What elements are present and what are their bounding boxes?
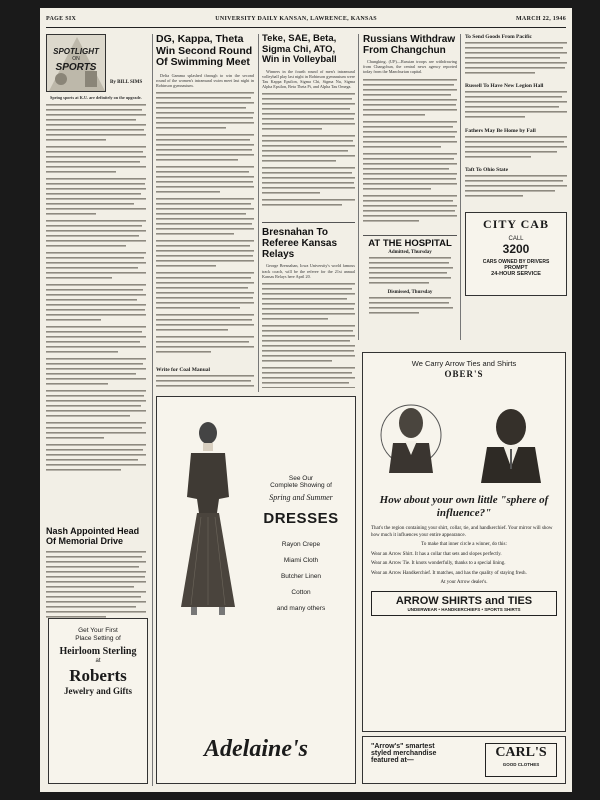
issue-date: MARCH 22, 1946 [515, 16, 566, 22]
arrow-obers-ad [362, 352, 566, 732]
dismissed-list-placeholder [363, 295, 457, 317]
dresses-title: DRESSES [263, 510, 339, 527]
spotlight-sports: SPORTS [55, 62, 97, 73]
russians-text-placeholder [363, 77, 457, 227]
spotlight-logo [46, 34, 106, 92]
paper-name: UNIVERSITY DAILY KANSAN, LAWRENCE, KANSAS [215, 16, 377, 22]
column-divider [152, 34, 153, 786]
fabric-item: and many others [276, 605, 326, 612]
arrow-headline: How about your own little "sphere of influence?" [379, 494, 549, 519]
roberts-ad-line1: Get Your First [78, 627, 118, 634]
carls-logo-box [485, 743, 557, 777]
brief1-text [465, 40, 567, 78]
arrow-body-4: Wear an Arrow Tie. It knots wonderfully, thanks to a special lining. [371, 561, 506, 566]
dresses-season: Spring and Summer [269, 493, 333, 502]
carls-line3: featured at— [371, 757, 414, 764]
swim-text-placeholder [156, 90, 254, 360]
bresnahan-headline: Bresnahan To Referee Kansas Relays [262, 222, 355, 260]
admitted-list-placeholder [363, 255, 457, 285]
column-divider [358, 34, 359, 340]
fabric-item: Rayon Crepe [281, 541, 321, 548]
dismissed-label: Dismissed, Thursday [387, 290, 433, 296]
body-text-placeholder [46, 102, 146, 522]
brief4-text [465, 173, 567, 201]
arrow-top-line: We Carry Arrow Ties and Shirts [411, 359, 517, 368]
obers-name: OBER'S [444, 369, 484, 379]
dress-figure [163, 417, 253, 617]
adelaines-logo: Adelaine's [203, 736, 308, 762]
bresnahan-text-placeholder [262, 281, 355, 388]
brief1-head: To Send Goods From Pacific [465, 34, 532, 40]
column-4 [363, 34, 457, 336]
heirloom-sterling: Heirloom Sterling [59, 646, 137, 657]
coal-subhead: Write for Coal Manual [156, 367, 211, 374]
roberts-ad [48, 618, 148, 784]
city-cab-number: 3200 [502, 242, 530, 256]
column-5 [465, 34, 567, 336]
arrow-logo-box [371, 591, 557, 616]
column-2 [156, 34, 254, 388]
arrow-logo: ARROW SHIRTS and TIES [395, 594, 533, 607]
arrow-body [371, 526, 557, 587]
city-cab-ad [465, 212, 567, 296]
carls-logo: CARL'S [495, 745, 547, 760]
masthead-rule [46, 27, 566, 28]
arrow-man-illustration [371, 383, 557, 483]
arrow-body-3: Wear an Arrow Shirt. It has a collar that sets and slopes perfectly. [371, 551, 502, 557]
fabric-item: Cotton [291, 589, 311, 596]
russians-lead: Chungking. (UP)—Russian troops are withdrawing from Changchun, the central news agency reported today from the Manchurian capital. [363, 59, 457, 75]
nash-text-placeholder [46, 549, 146, 619]
adelaines-ad [156, 396, 356, 784]
fabric-item: Miami Cloth [283, 557, 319, 564]
carls-ad [362, 736, 566, 784]
carls-line1: "Arrow's" smartest [371, 743, 435, 750]
arrow-sub: UNDERWEAR • HANDKERCHIEFS • SPORTS SHIRTS [407, 606, 521, 612]
city-cab-call: CALL [508, 236, 524, 242]
fabric-item: Butcher Linen [280, 573, 322, 580]
volleyball-text-placeholder [262, 91, 355, 211]
russians-headline: Russians Withdraw From Changchun [363, 34, 456, 56]
spotlight-title: SPOTLIGHT [53, 47, 99, 56]
column-3 [262, 34, 355, 388]
brief2-text [465, 89, 567, 123]
nash-headline: Nash Appointed Head Of Memorial Drive [46, 526, 140, 546]
sports-column-text [46, 95, 148, 523]
page-number: PAGE SIX [46, 16, 77, 22]
roberts-ad-at: at [95, 658, 101, 664]
city-cab-line1: CARS OWNED BY DRIVERS [482, 259, 550, 265]
coal-text-placeholder [156, 373, 254, 388]
arrow-body-6: At your Arrow dealer's. [440, 580, 488, 585]
spotlight-on: ON [72, 56, 80, 62]
byline: By BILL SIMS [110, 80, 143, 85]
brief3-head: Fathers May Be Home by Fall [465, 128, 536, 134]
dresses-see-our: See Our [288, 475, 314, 482]
lead-paragraph: Spring sports at K.U. are definitely on the upgrade. [50, 95, 142, 100]
roberts-name: Roberts [69, 666, 127, 685]
brief2-head: Russell To Have New Legion Hall [465, 83, 544, 89]
city-cab-name: CITY CAB [483, 217, 549, 231]
volleyball-headline: Teke, SAE, Beta, Sigma Chi, ATO, Win in Volleyball [262, 34, 337, 65]
roberts-jewelry: Jewelry and Gifts [64, 686, 132, 696]
carls-line2: styled merchandise [371, 750, 437, 757]
roberts-ad-line2: Place Setting of [75, 635, 121, 642]
column-divider [258, 34, 259, 392]
swim-lead: Delta Gamma splashed through to win the second round of the women's intramural swim meet last night in Robinson gymnasium. [156, 72, 254, 88]
brief4-head: Taft To Ohio State [465, 167, 509, 173]
dresses-complete: Complete Showing of [270, 482, 332, 489]
volleyball-lead: Winners in the fourth round of men's intramural volleyball play last night in Robinson gymnasium were Tau Kappa Epsilon, Sigma Chi, Sigma Nu, Sigma Alpha Epsilon, Beta Theta Pi, and Alpha Tau Omega. [262, 68, 355, 90]
hospital-headline: AT THE HOSPITAL [368, 237, 452, 249]
column-divider [460, 34, 461, 340]
masthead [46, 12, 566, 26]
arrow-body-5: Wear an Arrow Handkerchief. It matches, and has the quality of staying fresh. [371, 570, 527, 576]
admitted-label: Admitted, Thursday [388, 250, 432, 256]
city-cab-line3: 24-HOUR SERVICE [491, 271, 541, 277]
fabric-list [249, 537, 353, 617]
arrow-body-2: To make that inner circle a winner, do this: [421, 542, 507, 547]
city-cab-line2: PROMPT [504, 265, 528, 271]
brief3-text [465, 134, 567, 162]
carls-sub: GOOD CLOTHES [502, 762, 540, 767]
arrow-body-1: That's the region containing your shirt, collar, tie, and handkerchief. Your mirror will show how much it influences your entire appearance. [371, 526, 553, 538]
newspaper-page [40, 8, 572, 792]
swim-headline: DG, Kappa, Theta Win Second Round Of Swimming Meet [156, 34, 253, 68]
bresnahan-lead: George Bresnahan, Iowa University's world famous track coach, will be the referee for the 21st annual Kansas Relays here April 20. [262, 263, 355, 279]
